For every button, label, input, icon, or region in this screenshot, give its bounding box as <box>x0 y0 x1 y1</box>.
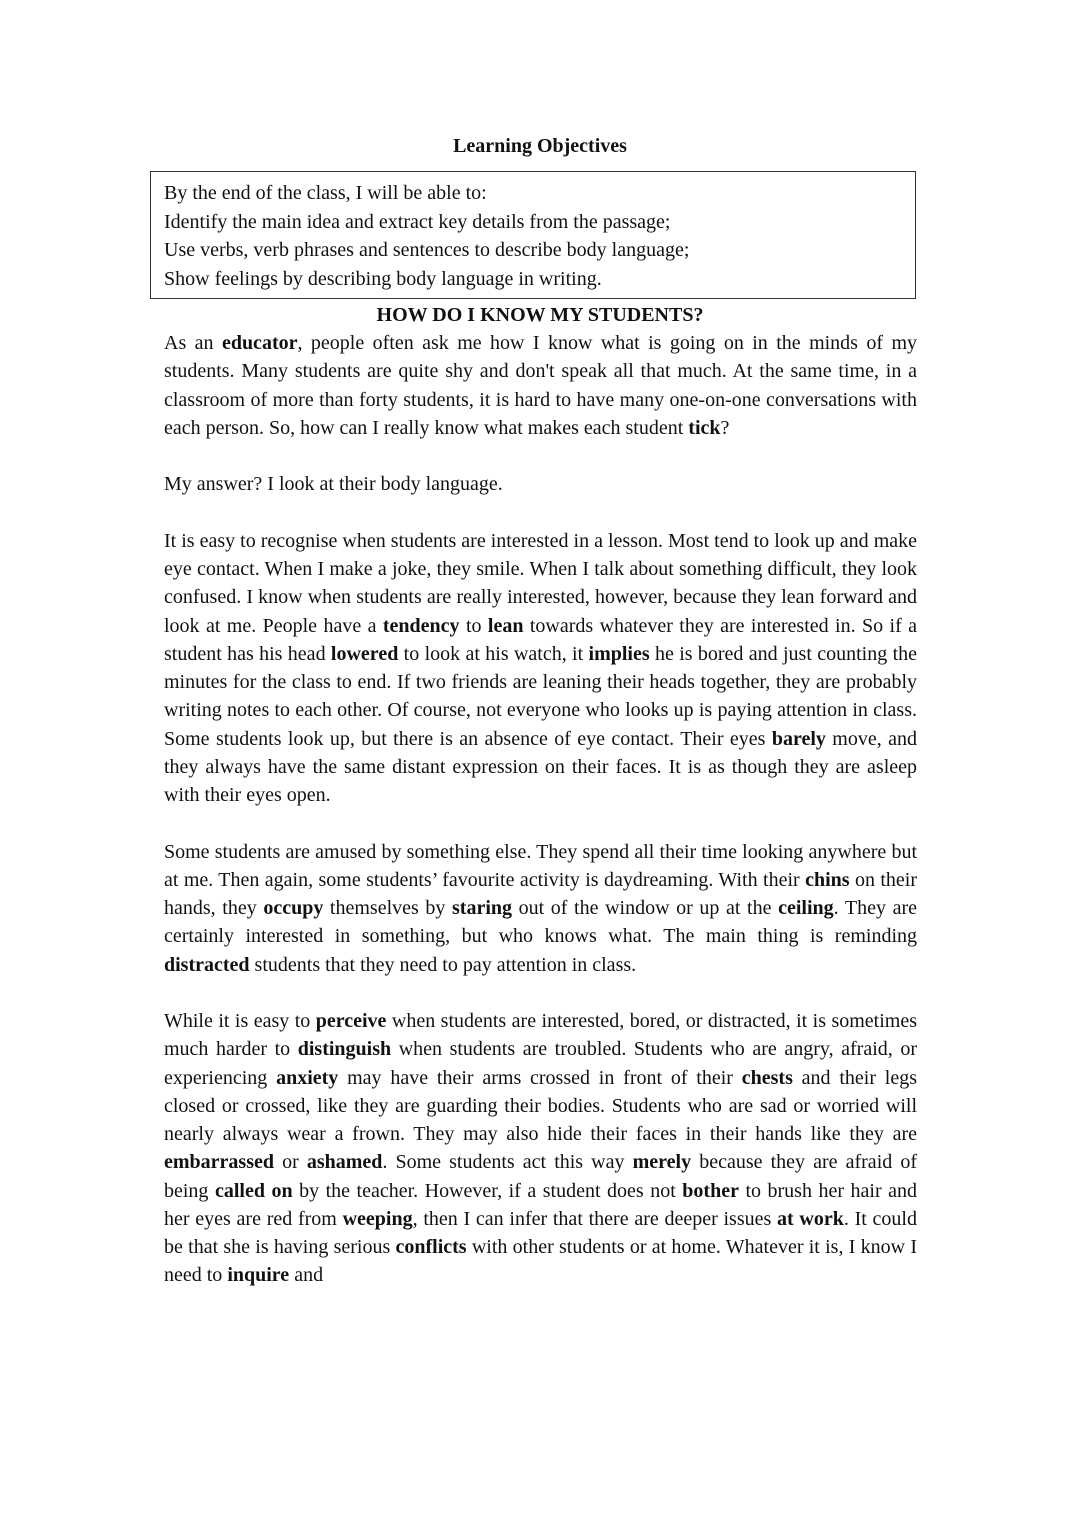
text-run: to look at his watch, it <box>398 642 589 665</box>
vocab-word: distracted <box>164 953 250 976</box>
text-run: . It could be that she is having serious <box>164 1207 917 1258</box>
text-run: or <box>273 1151 307 1174</box>
objective-line: Use verbs, verb phrases and sentences to describe body language; <box>164 239 690 262</box>
text-run: themselves by <box>323 897 452 919</box>
text-run: ? <box>720 416 730 439</box>
objective-line: By the end of the class, I will be able to: <box>164 182 487 204</box>
text-run: to brush her hair and her eyes are red from <box>164 1179 917 1230</box>
vocab-word: implies <box>588 642 650 665</box>
objectives-title: Learning Objectives <box>453 135 627 157</box>
vocab-word: distinguish <box>297 1038 392 1061</box>
vocab-word: perceive <box>315 1010 387 1032</box>
text-run: by the teacher. However, if a student does not <box>292 1179 683 1202</box>
text-run: when students are troubled. Students who are angry, afraid, or experiencing <box>164 1038 917 1089</box>
vocab-word: ashamed <box>306 1151 383 1174</box>
text-run: out of the window or up at the <box>512 897 779 919</box>
vocab-word: chins <box>805 868 850 891</box>
vocab-word: merely <box>632 1151 692 1174</box>
text-run: It is easy to recognise when students are interested in a lesson. Most tend to look up and make eye contact. When I make a joke, they smile. When I talk about something difficult, they look confused. I know when students are really interested, however, because they lean forward and look at me. People have a <box>164 529 917 637</box>
objectives-box <box>150 171 916 299</box>
text-run: , people often ask me how I know what is going on in the minds of my students. Many students are quite shy and don't speak all that much. At the same time, in a classroom of more than forty students, it is hard to have many one-on-one conversations with each person. So, how can I really know what makes each student <box>164 332 918 439</box>
vocab-word: chests <box>741 1066 793 1089</box>
vocab-word: staring <box>452 897 512 919</box>
text-run: Some students are amused by something else. They spend all their time looking anywhere but at me. Then again, some students’ favourite activity is daydreaming. With their <box>164 840 917 891</box>
article-paragraph <box>164 527 917 810</box>
vocab-word: lowered <box>330 642 399 665</box>
text-run: towards whatever they are interested in. So if a student has his head <box>164 614 918 665</box>
vocab-word: anxiety <box>276 1066 339 1089</box>
text-run: because they are afraid of being <box>164 1151 917 1202</box>
text-run: , then I can infer that there are deeper issues <box>412 1207 778 1230</box>
vocab-word: conflicts <box>395 1236 467 1258</box>
vocab-word: barely <box>771 727 826 750</box>
text-run: As an <box>164 332 222 354</box>
text-run: and their legs closed or crossed, like they are guarding their bodies. Students who are sad or worried will nearly always wear a frown. They may also hide their faces in their hands like they are <box>164 1066 918 1145</box>
text-run: may have their arms crossed in front of their <box>338 1066 742 1089</box>
text-run: with other students or at home. Whatever it is, I know I need to <box>164 1236 917 1287</box>
vocab-word: tick <box>688 416 721 439</box>
article-body <box>164 329 917 1290</box>
objective-line: Identify the main idea and extract key details from the passage; <box>164 210 671 233</box>
text-run: While it is easy to <box>164 1010 316 1032</box>
text-run: students that they need to pay attention in class. <box>249 953 637 976</box>
article-paragraph <box>164 470 917 498</box>
text-run: when students are interested, bored, or distracted, it is sometimes much harder to <box>164 1010 917 1061</box>
vocab-word: at work <box>777 1207 844 1230</box>
vocab-word: weeping <box>342 1207 413 1230</box>
article-paragraph <box>164 1007 917 1290</box>
vocab-word: embarrassed <box>164 1151 274 1174</box>
article-title: HOW DO I KNOW MY STUDENTS? <box>376 304 704 326</box>
vocab-word: ceiling <box>778 897 834 919</box>
vocab-word: tendency <box>382 614 460 637</box>
vocab-word: inquire <box>227 1264 290 1287</box>
vocab-word: lean <box>487 614 524 637</box>
vocab-word: called on <box>214 1179 293 1202</box>
objective-line: Show feelings by describing body language in writing. <box>164 267 602 290</box>
text-run: . Some students act this way <box>382 1151 633 1174</box>
text-run: and <box>289 1264 324 1287</box>
vocab-word: occupy <box>263 897 324 919</box>
vocab-word: bother <box>682 1179 739 1202</box>
text-run: move, and they always have the same distant expression on their faces. It is as though they are asleep with their eyes open. <box>164 727 917 806</box>
vocab-word: educator <box>221 332 298 354</box>
text-run: he is bored and just counting the minutes for the class to end. If two friends are leaning their heads together, they are probably writing notes to each other. Of course, not everyone who looks up is paying attention in class. Some students look up, but there is an absence of eye contact. Their eyes <box>164 642 918 750</box>
text-run: on their hands, they <box>164 868 918 919</box>
article-paragraph <box>164 838 917 979</box>
text-run: to <box>459 614 488 637</box>
article-paragraph <box>164 329 917 442</box>
text-run: . They are certainly interested in something, but who knows what. The main thing is reminding <box>164 897 917 948</box>
text-run: My answer? I look at their body language. <box>164 473 503 496</box>
